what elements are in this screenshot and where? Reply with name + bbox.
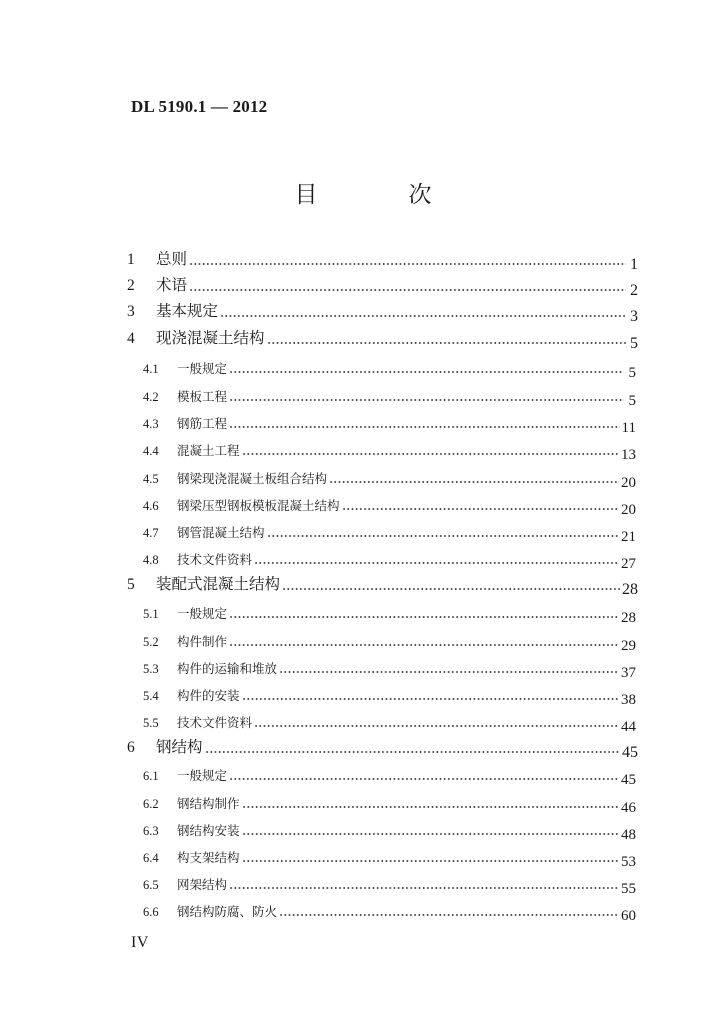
toc-entry-number: 5.4 (143, 689, 159, 703)
toc-leader-dots (229, 371, 624, 373)
toc-leader-dots (229, 644, 619, 646)
toc-entry-page: 27 (621, 556, 636, 572)
toc-leader-dots (254, 725, 619, 727)
toc-entry-number: 6.2 (143, 797, 159, 811)
toc-entry-page: 38 (621, 692, 636, 708)
toc-entry-title: 钢梁现浇混凝土板组合结构 (177, 471, 328, 486)
toc-section-entry (143, 465, 636, 491)
toc-chapter-entry (127, 299, 638, 325)
toc-entry-page: 13 (621, 447, 636, 463)
standard-code: DL 5190.1 — 2012 (131, 97, 268, 116)
toc-leader-dots (282, 588, 620, 590)
toc-leader-dots (242, 698, 619, 700)
toc-entry-title: 基本规定 (156, 302, 219, 320)
toc-section-entry (143, 762, 636, 788)
toc-section-entry (143, 844, 636, 870)
toc-entry-title: 钢管混凝土结构 (177, 525, 265, 540)
toc-entry-page: 44 (621, 719, 636, 735)
toc-entry-page: 60 (621, 908, 636, 924)
toc-leader-dots (267, 342, 626, 344)
toc-leader-dots (342, 508, 619, 510)
toc-leader-dots (205, 751, 620, 753)
toc-entry-number: 5.3 (143, 662, 159, 676)
toc-leader-dots (329, 481, 619, 483)
toc-entry-number: 2 (127, 277, 135, 294)
toc-entry-page: 53 (621, 854, 636, 870)
toc-entry-number: 6.1 (143, 769, 159, 783)
toc-section-entry (143, 355, 636, 381)
toc-entry-page: 45 (622, 744, 638, 761)
toc-entry-number: 4.1 (143, 362, 159, 376)
page-folio: IV (131, 934, 149, 951)
toc-leader-dots (279, 914, 619, 916)
toc-entry-title: 混凝土工程 (177, 443, 240, 458)
toc-entry-page: 5 (630, 335, 638, 352)
toc-leader-dots (229, 616, 619, 618)
toc-entry-number: 4.5 (143, 472, 159, 486)
toc-entry-title: 装配式混凝土结构 (156, 575, 281, 593)
toc-section-entry (143, 383, 636, 409)
toc-entry-number: 4.6 (143, 499, 159, 513)
toc-section-entry (143, 628, 636, 654)
page-title: 目 次 (294, 182, 466, 208)
toc-leader-dots (242, 860, 619, 862)
toc-section-entry (143, 790, 636, 816)
toc-entry-title: 一般规定 (177, 361, 228, 376)
toc-section-entry (143, 410, 636, 436)
toc-entry-number: 4.2 (143, 390, 159, 404)
toc-section-entry (143, 519, 636, 545)
toc-section-entry (143, 898, 636, 924)
toc-leader-dots (242, 833, 619, 835)
toc-section-entry (143, 682, 636, 708)
toc-entry-number: 3 (127, 303, 135, 320)
toc-entry-number: 4.8 (143, 553, 159, 567)
toc-entry-title: 钢梁压型钢板模板混凝土结构 (177, 498, 340, 513)
toc-entry-title: 构件的安装 (177, 688, 240, 703)
toc-leader-dots (189, 263, 626, 265)
toc-entry-number: 6 (127, 739, 135, 756)
toc-entry-page: 20 (621, 502, 636, 518)
toc-entry-page: 1 (630, 256, 638, 273)
toc-entry-number: 6.3 (143, 824, 159, 838)
toc-section-entry (143, 600, 636, 626)
toc-entry-page: 28 (622, 581, 638, 598)
toc-entry-title: 网架结构 (177, 877, 228, 892)
toc-entry-number: 6.5 (143, 878, 159, 892)
toc-section-entry (143, 655, 636, 681)
toc-entry-number: 5 (127, 576, 135, 593)
toc-section-entry (143, 546, 636, 572)
toc-entry-page: 2 (630, 282, 638, 299)
toc-entry-title: 一般规定 (177, 768, 228, 783)
toc-section-entry (143, 709, 636, 735)
toc-leader-dots (279, 671, 619, 673)
toc-entry-number: 6.6 (143, 905, 159, 919)
toc-entry-page: 37 (621, 665, 636, 681)
toc-entry-number: 4.4 (143, 444, 159, 458)
toc-chapter-entry (127, 735, 638, 761)
toc-section-entry (143, 871, 636, 897)
toc-entry-number: 5.5 (143, 716, 159, 730)
toc-chapter-entry (127, 326, 638, 352)
toc-entry-number: 4.3 (143, 417, 159, 431)
toc-chapter-entry (127, 247, 638, 273)
toc-leader-dots (229, 426, 620, 428)
toc-entry-page: 11 (621, 420, 636, 436)
toc-entry-number: 5.1 (143, 607, 159, 621)
toc-leader-dots (229, 887, 619, 889)
toc-entry-page: 5 (628, 393, 636, 409)
toc-entry-title: 钢结构 (156, 738, 203, 756)
toc-entry-title: 现浇混凝土结构 (156, 329, 265, 347)
toc-entry-title: 钢筋工程 (177, 416, 228, 431)
toc-leader-dots (189, 289, 626, 291)
toc-leader-dots (254, 562, 619, 564)
toc-section-entry (143, 817, 636, 843)
toc-entry-page: 28 (621, 610, 636, 626)
toc-chapter-entry (127, 273, 638, 299)
toc-entry-title: 模板工程 (177, 389, 228, 404)
toc-entry-page: 5 (628, 365, 636, 381)
toc-entry-title: 构件的运输和堆放 (177, 661, 278, 676)
toc-section-entry (143, 492, 636, 518)
toc-entry-page: 3 (630, 308, 638, 325)
toc-entry-number: 1 (127, 251, 135, 268)
toc-entry-number: 4 (127, 330, 135, 347)
toc-entry-title: 技术文件资料 (177, 715, 253, 730)
toc-entry-number: 5.2 (143, 635, 159, 649)
toc-entry-number: 6.4 (143, 851, 159, 865)
toc-entry-page: 20 (621, 475, 636, 491)
toc-leader-dots (242, 453, 619, 455)
toc-entry-title: 总则 (156, 250, 188, 268)
toc-entry-page: 29 (621, 638, 636, 654)
toc-entry-title: 构支架结构 (177, 850, 240, 865)
toc-entry-title: 一般规定 (177, 606, 228, 621)
toc-entry-title: 钢结构防腐、防火 (177, 904, 278, 919)
toc-entry-page: 46 (621, 800, 636, 816)
toc-chapter-entry (127, 572, 638, 598)
toc-leader-dots (242, 806, 619, 808)
toc-leader-dots (229, 399, 624, 401)
toc-leader-dots (220, 315, 626, 317)
toc-entry-page: 55 (621, 881, 636, 897)
toc-entry-page: 48 (621, 827, 636, 843)
toc-entry-title: 钢结构制作 (177, 796, 240, 811)
toc-entry-title: 术语 (156, 276, 188, 294)
toc-leader-dots (229, 778, 619, 780)
toc-entry-page: 45 (621, 772, 636, 788)
toc-entry-page: 21 (621, 529, 636, 545)
toc-leader-dots (267, 535, 619, 537)
toc-entry-title: 构件制作 (177, 634, 228, 649)
toc-section-entry (143, 437, 636, 463)
toc-entry-title: 钢结构安装 (177, 823, 240, 838)
toc-entry-number: 4.7 (143, 526, 159, 540)
toc-entry-title: 技术文件资料 (177, 552, 253, 567)
